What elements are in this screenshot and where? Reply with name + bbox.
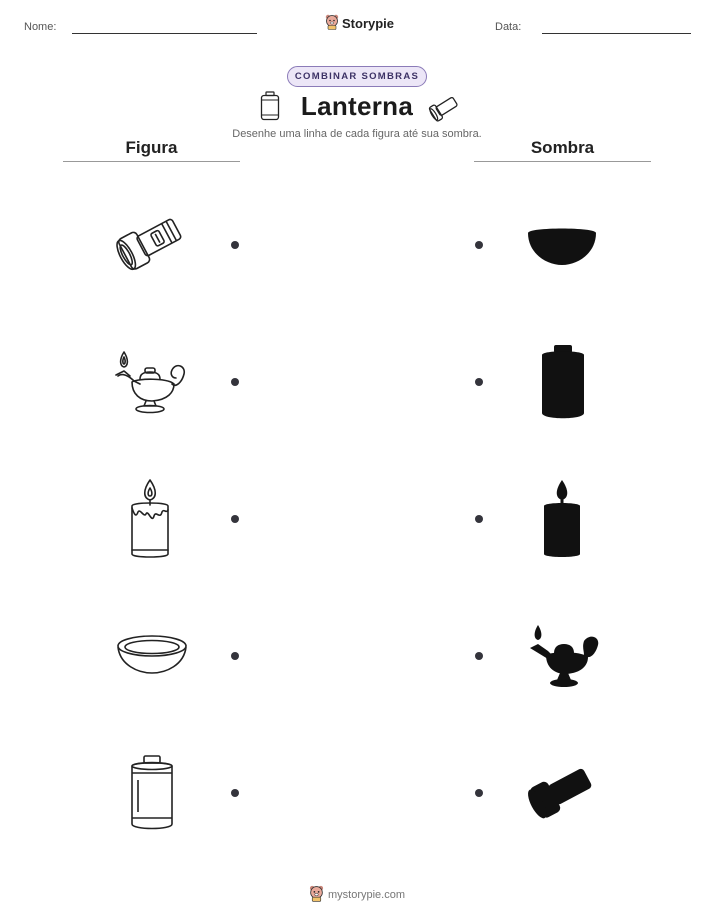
storypie-logo	[325, 14, 394, 33]
match-dot-right-3[interactable]	[475, 515, 483, 523]
date-field[interactable]	[542, 33, 691, 34]
flashlight-shadow-icon	[524, 762, 600, 824]
footer	[309, 885, 405, 905]
candle-shadow-icon	[539, 478, 585, 560]
match-dot-left-2[interactable]	[231, 378, 239, 386]
candle-icon	[126, 478, 174, 560]
name-field[interactable]	[72, 33, 257, 34]
flashlight-icon	[113, 213, 189, 275]
bowl-shadow-icon	[526, 223, 598, 267]
column-divider-left	[63, 161, 240, 162]
match-dot-left-1[interactable]	[231, 241, 239, 249]
oil-lamp-shadow-icon	[524, 621, 602, 691]
name-label: Nome:	[24, 21, 57, 33]
battery-title-icon	[260, 91, 280, 121]
instruction-text: Desenhe uma linha de cada figura até sua sombra.	[232, 128, 482, 140]
match-dot-left-3[interactable]	[231, 515, 239, 523]
bear-footer-icon	[309, 885, 324, 905]
footer-url[interactable]: mystorypie.com	[328, 889, 406, 901]
bear-logo-icon	[325, 14, 339, 33]
match-dot-left-5[interactable]	[231, 789, 239, 797]
flashlight-title-icon	[428, 94, 460, 122]
match-dot-right-4[interactable]	[475, 652, 483, 660]
match-dot-left-4[interactable]	[231, 652, 239, 660]
bowl-icon	[114, 633, 190, 677]
brand-name: Storypie	[342, 16, 395, 31]
battery-icon	[127, 754, 177, 832]
page-title: Lanterna	[300, 91, 414, 121]
activity-badge: COMBINAR SOMBRAS	[287, 66, 427, 87]
column-header-figura: Figura	[125, 138, 178, 157]
column-divider-right	[474, 161, 651, 162]
battery-shadow-icon	[539, 345, 587, 421]
match-dot-right-5[interactable]	[475, 789, 483, 797]
oil-lamp-icon	[110, 348, 188, 418]
match-dot-right-2[interactable]	[475, 378, 483, 386]
column-header-sombra: Sombra	[530, 138, 595, 157]
match-dot-right-1[interactable]	[475, 241, 483, 249]
date-label: Data:	[495, 21, 522, 33]
